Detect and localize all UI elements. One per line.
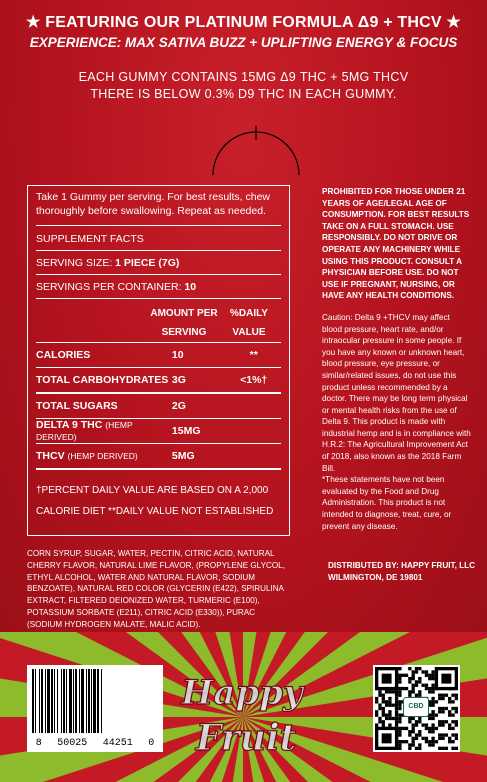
qr-module	[438, 694, 441, 697]
qr-module	[395, 713, 398, 716]
qr-module	[431, 670, 434, 673]
potency-line-2: THERE IS BELOW 0.3% D9 THC IN EACH GUMMY.	[90, 87, 397, 101]
nutrient-amount: 3G	[171, 374, 186, 386]
qr-module	[382, 707, 385, 710]
qr-module	[412, 687, 415, 690]
qr-module	[425, 740, 428, 743]
qr-module	[412, 717, 415, 720]
header-banner	[0, 12, 487, 50]
nutrient-name: CALORIES	[36, 349, 91, 361]
qr-module	[445, 733, 448, 736]
qr-module	[441, 720, 444, 723]
qr-module	[392, 717, 395, 720]
qr-module	[455, 720, 458, 723]
qr-module	[398, 700, 401, 703]
qr-module	[398, 727, 401, 730]
qr-module	[415, 670, 418, 673]
qr-module	[395, 710, 398, 713]
daily-header-line-1: %DAILY	[230, 308, 268, 319]
daily-value-header	[224, 304, 274, 342]
qr-module	[398, 713, 401, 716]
qr-module	[375, 723, 378, 726]
qr-module	[428, 690, 431, 693]
qr-module	[448, 740, 451, 743]
qr-module	[415, 747, 418, 750]
qr-module	[425, 727, 428, 730]
qr-module	[385, 713, 388, 716]
serving-size-value: 1 PIECE (7G)	[115, 257, 180, 269]
serving-instructions: Take 1 Gummy per serving. For best results, chew thoroughly before swallowing. Repeat as needed.	[36, 191, 270, 217]
nutrient-row	[36, 444, 281, 470]
qr-module	[395, 707, 398, 710]
qr-module	[415, 733, 418, 736]
amount-header-line-2: SERVING	[161, 327, 207, 338]
qr-module	[398, 694, 401, 697]
qr-module	[388, 697, 391, 700]
qr-module	[438, 737, 441, 740]
qr-module	[451, 700, 454, 703]
qr-module	[388, 723, 391, 726]
qr-module	[441, 707, 444, 710]
qr-module	[378, 720, 381, 723]
nutrient-column-headers	[36, 304, 281, 343]
qr-module	[431, 674, 434, 677]
qr-module	[428, 743, 431, 746]
qr-module	[441, 674, 451, 684]
qr-module	[408, 743, 411, 746]
qr-module	[388, 713, 391, 716]
qr-module	[441, 723, 444, 726]
qr-module	[425, 737, 428, 740]
qr-module	[375, 700, 378, 703]
qr-module	[385, 704, 388, 707]
qr-module	[398, 690, 401, 693]
qr-module	[398, 707, 401, 710]
facts-title: SUPPLEMENT FACTS	[36, 232, 281, 251]
qr-module	[418, 743, 421, 746]
qr-module	[455, 694, 458, 697]
nutrient-row	[36, 368, 281, 394]
qr-module	[421, 723, 424, 726]
qr-module	[412, 740, 415, 743]
qr-module	[428, 687, 431, 690]
qr-module	[398, 677, 401, 680]
divider	[36, 225, 281, 226]
nutrient-name: TOTAL CARBOHYDRATES	[36, 374, 169, 386]
qr-module	[418, 677, 421, 680]
qr-module	[398, 747, 401, 750]
qr-module	[412, 690, 415, 693]
qr-module	[451, 707, 454, 710]
qr-module	[418, 730, 421, 733]
qr-module	[408, 690, 411, 693]
qr-module	[395, 717, 398, 720]
age-warning: PROHIBITED FOR THOSE UNDER 21 YEARS OF AGE/LEGAL AGE OF CONSUMPTION. FOR BEST RESULTS TAKE ON A FULL STOMACH. USE RESPONSIBLY. DO NOT DRIVE OR OPERATE ANY MACHINERY WHILE USING THIS PRODUCT. CONSULT A PHYSICIAN BEFORE USE. DO NOT USE IF PREGNANT, NURSING, OR HAVE ANY HEALTH CONDITIONS.	[322, 187, 470, 301]
qr-module	[395, 697, 398, 700]
formula-headline: ★ FEATURING OUR PLATINUM FORMULA Δ9 + THCV ★	[26, 14, 461, 31]
qr-module	[448, 727, 451, 730]
qr-module	[438, 707, 441, 710]
qr-module	[412, 677, 415, 680]
qr-module	[398, 740, 401, 743]
happy-fruit-logo	[170, 652, 315, 772]
qr-module	[431, 727, 434, 730]
qr-module	[378, 707, 381, 710]
qr-module	[398, 680, 401, 683]
qr-module	[392, 704, 395, 707]
qr-module	[431, 710, 434, 713]
footnote-line-1: †PERCENT DAILY VALUE ARE BASED ON A 2,000	[36, 485, 269, 496]
qr-module	[405, 687, 408, 690]
qr-module	[385, 700, 388, 703]
qr-module	[425, 723, 428, 726]
qr-module	[451, 747, 454, 750]
qr-module	[421, 684, 424, 687]
qr-module	[448, 737, 451, 740]
nutrient-note: (HEMP DERIVED)	[36, 420, 133, 442]
fda-disclaimer: *These statements have not been evaluated by the Food and Drug Administration. This product is not intended to diagnose, treat, cure, or prevent any disease.	[322, 475, 452, 531]
qr-module	[388, 700, 391, 703]
caution-statement: Caution: Delta 9 +THCV may affect blood pressure, heart rate, and/or intraocular pressure in some people. If you have any known or unknown heart, blood pressure, eye pressure, or similar/related issues, do not use this product unless recommended by a doctor. There may be long term physical or mental health risks from the use of Delta 9. This product is made with industrial hemp and is in compliance with H.R.2: The Agricultural Improvement Act of 2018, also known as the 2018 Farm Bill.	[322, 312, 471, 473]
nutrient-name: DELTA 9 THC	[36, 419, 103, 431]
distributor-info	[328, 560, 478, 584]
qr-module	[415, 737, 418, 740]
qr-module	[428, 674, 431, 677]
qr-module	[388, 717, 391, 720]
barcode-digit-group: 0	[148, 738, 155, 749]
qr-module	[448, 710, 451, 713]
qr-module	[385, 690, 388, 693]
qr-module	[382, 700, 385, 703]
qr-module	[428, 717, 431, 720]
qr-module	[395, 723, 398, 726]
ingredients-list: CORN SYRUP, SUGAR, WATER, PECTIN, CITRIC ACID, NATURAL CHERRY FLAVOR, NATURAL LIME FLAVOR, (PROPYLENE GLYCOL, ETHYL ALCOHOL, WATER AND NATURAL FLAVOR, SODIUM BENZOATE), NATURAL RED COLOR (GLYCERIN (E422), SPIRULINA EXTRACT, FILTERED DEIONIZED WATER, TURMERIC (E100), POTASSIUM SORBATE (E211), CITRIC ACID (E330)), PURAC (SODIUM HYDROGEN MALATE, MALIC ACID).	[27, 549, 285, 629]
nutrient-note: (HEMP DERIVED)	[67, 451, 138, 461]
qr-module	[451, 727, 454, 730]
qr-module	[441, 733, 444, 736]
qr-module	[451, 720, 454, 723]
qr-module	[428, 727, 431, 730]
qr-module	[431, 743, 434, 746]
qr-module	[455, 737, 458, 740]
qr-module	[415, 684, 418, 687]
qr-module	[455, 747, 458, 750]
footnote-line-2: CALORIE DIET **DAILY VALUE NOT ESTABLISHED	[36, 506, 274, 517]
qr-module	[382, 723, 385, 726]
qr-module	[375, 710, 378, 713]
qr-module	[438, 710, 441, 713]
qr-module	[431, 684, 434, 687]
qr-module	[378, 690, 381, 693]
qr-module	[455, 723, 458, 726]
qr-module	[431, 704, 434, 707]
nutrient-row	[36, 394, 281, 419]
amount-header	[144, 304, 224, 342]
qr-module	[408, 720, 411, 723]
qr-module	[451, 740, 454, 743]
nutrient-row	[36, 343, 281, 368]
qr-module	[451, 694, 454, 697]
amount-header-line-1: AMOUNT PER	[150, 308, 218, 319]
qr-module	[448, 723, 451, 726]
nutrient-amount: 2G	[171, 400, 186, 412]
servings-per-container-label: SERVINGS PER CONTAINER:	[36, 281, 182, 293]
qr-module	[448, 700, 451, 703]
potency-statement	[0, 69, 487, 103]
qr-module	[398, 704, 401, 707]
qr-module	[431, 690, 434, 693]
cbd-badge: CBD	[403, 697, 429, 717]
qr-module	[425, 684, 428, 687]
qr-module	[431, 740, 434, 743]
qr-module	[408, 717, 411, 720]
qr-module	[435, 713, 438, 716]
daily-value-footnote	[36, 480, 281, 522]
qr-module	[398, 687, 401, 690]
logo-word-happy: Happy	[181, 673, 303, 713]
qr-module	[441, 737, 444, 740]
qr-module	[378, 704, 381, 707]
qr-module	[435, 727, 438, 730]
qr-module	[395, 720, 398, 723]
qr-module	[431, 677, 434, 680]
qr-module	[408, 747, 411, 750]
qr-module	[412, 730, 415, 733]
qr-module	[398, 717, 401, 720]
qr-module	[402, 674, 405, 677]
qr-module	[418, 733, 421, 736]
qr-module	[418, 667, 421, 670]
qr-module	[455, 707, 458, 710]
qr-module	[421, 670, 424, 673]
qr-module	[395, 704, 398, 707]
qr-module	[382, 713, 385, 716]
qr-module	[395, 700, 398, 703]
qr-module	[382, 720, 385, 723]
logo-word-fruit: Fruit	[195, 717, 297, 759]
qr-module	[441, 697, 444, 700]
nutrient-daily-value: <1%†	[240, 374, 268, 386]
qr-module	[415, 667, 418, 670]
qr-module	[378, 694, 381, 697]
qr-code[interactable]	[373, 665, 460, 752]
qr-module	[392, 690, 395, 693]
experience-subheadline: EXPERIENCE: MAX SATIVA BUZZ + UPLIFTING ENERGY & FOCUS	[29, 35, 458, 50]
nutrient-amount: 5MG	[171, 450, 195, 462]
nutrient-name: THCV	[36, 450, 65, 462]
qr-module	[445, 720, 448, 723]
qr-module	[412, 674, 415, 677]
qr-module	[431, 730, 434, 733]
qr-module	[428, 677, 431, 680]
qr-module	[431, 723, 434, 726]
qr-module	[431, 687, 434, 690]
qr-module	[455, 710, 458, 713]
qr-module	[441, 747, 444, 750]
qr-module	[402, 727, 405, 730]
qr-module	[398, 733, 401, 736]
qr-module	[428, 730, 431, 733]
serving-size-label: SERVING SIZE:	[36, 257, 113, 269]
qr-module	[441, 710, 444, 713]
barcode-digit-group: 8	[35, 738, 42, 749]
qr-module	[408, 677, 411, 680]
qr-module	[408, 680, 411, 683]
qr-module	[405, 674, 408, 677]
qr-module	[438, 723, 441, 726]
qr-module	[431, 700, 434, 703]
qr-module	[408, 733, 411, 736]
qr-module	[441, 694, 444, 697]
barcode-digit-group: 50025	[57, 738, 88, 749]
qr-module	[412, 670, 415, 673]
barcode-digit-group: 44251	[102, 738, 133, 749]
qr-module	[375, 697, 378, 700]
qr-module	[395, 690, 398, 693]
qr-module	[395, 694, 398, 697]
barcode-bar	[102, 669, 103, 733]
qr-module	[382, 733, 392, 743]
qr-module	[398, 730, 401, 733]
qr-module	[418, 720, 421, 723]
qr-module	[378, 717, 381, 720]
qr-module	[398, 743, 401, 746]
nutrient-amount: 10	[171, 349, 184, 361]
qr-module	[402, 687, 405, 690]
qr-module	[415, 680, 418, 683]
supplement-facts-panel	[27, 185, 290, 536]
qr-module	[382, 674, 392, 684]
qr-module	[412, 727, 415, 730]
qr-module	[448, 697, 451, 700]
qr-module	[418, 680, 421, 683]
qr-module	[408, 730, 411, 733]
qr-module	[421, 737, 424, 740]
qr-module	[438, 697, 441, 700]
distributor-name: DISTRIBUTED BY: HAPPY FRUIT, LLC	[328, 561, 476, 570]
qr-module	[451, 713, 454, 716]
upc-barcode	[27, 665, 163, 752]
qr-module	[455, 733, 458, 736]
qr-module	[402, 740, 405, 743]
nutrient-daily-value: **	[249, 349, 258, 361]
distributor-address: WILMINGTON, DE 19801	[328, 573, 423, 582]
qr-module	[438, 747, 441, 750]
serving-size-row	[36, 256, 281, 275]
qr-module	[382, 710, 385, 713]
qr-module	[448, 713, 451, 716]
qr-module	[445, 747, 448, 750]
qr-module	[418, 717, 421, 720]
qr-module	[405, 740, 408, 743]
qr-module	[425, 674, 428, 677]
qr-module	[388, 710, 391, 713]
qr-module	[382, 697, 385, 700]
nutrient-name: TOTAL SUGARS	[36, 400, 118, 412]
qr-module	[375, 713, 378, 716]
qr-module	[435, 740, 438, 743]
daily-header-line-2: VALUE	[232, 327, 266, 338]
servings-per-container-row	[36, 280, 281, 299]
barcode-bars	[32, 669, 158, 733]
qr-module	[412, 743, 415, 746]
qr-module	[418, 747, 421, 750]
qr-module	[431, 717, 434, 720]
qr-module	[412, 737, 415, 740]
qr-module	[382, 694, 385, 697]
qr-module	[431, 737, 434, 740]
qr-module	[388, 704, 391, 707]
barcode-digits	[28, 738, 162, 749]
qr-module	[445, 694, 448, 697]
potency-line-1: EACH GUMMY CONTAINS 15MG Δ9 THC + 5MG THCV	[78, 70, 409, 84]
qr-module	[438, 720, 441, 723]
qr-module	[435, 700, 438, 703]
nutrient-row	[36, 419, 281, 444]
qr-module	[398, 667, 401, 670]
qr-module	[415, 723, 418, 726]
qr-module	[398, 720, 401, 723]
warnings-column	[322, 186, 472, 532]
qr-module	[388, 690, 391, 693]
qr-module	[425, 670, 428, 673]
qr-module	[445, 707, 448, 710]
qr-module	[408, 667, 411, 670]
qr-module	[455, 697, 458, 700]
qr-module	[415, 720, 418, 723]
qr-module	[431, 697, 434, 700]
qr-module	[385, 717, 388, 720]
qr-module	[438, 733, 441, 736]
qr-module	[398, 674, 401, 677]
qr-module	[425, 687, 428, 690]
qr-module	[405, 727, 408, 730]
qr-module	[412, 723, 415, 726]
qr-module	[418, 690, 421, 693]
qr-module	[431, 713, 434, 716]
qr-module	[412, 684, 415, 687]
nutrient-amount: 15MG	[171, 425, 201, 437]
qr-module	[428, 740, 431, 743]
servings-per-container-value: 10	[184, 281, 197, 293]
qr-module	[451, 733, 454, 736]
